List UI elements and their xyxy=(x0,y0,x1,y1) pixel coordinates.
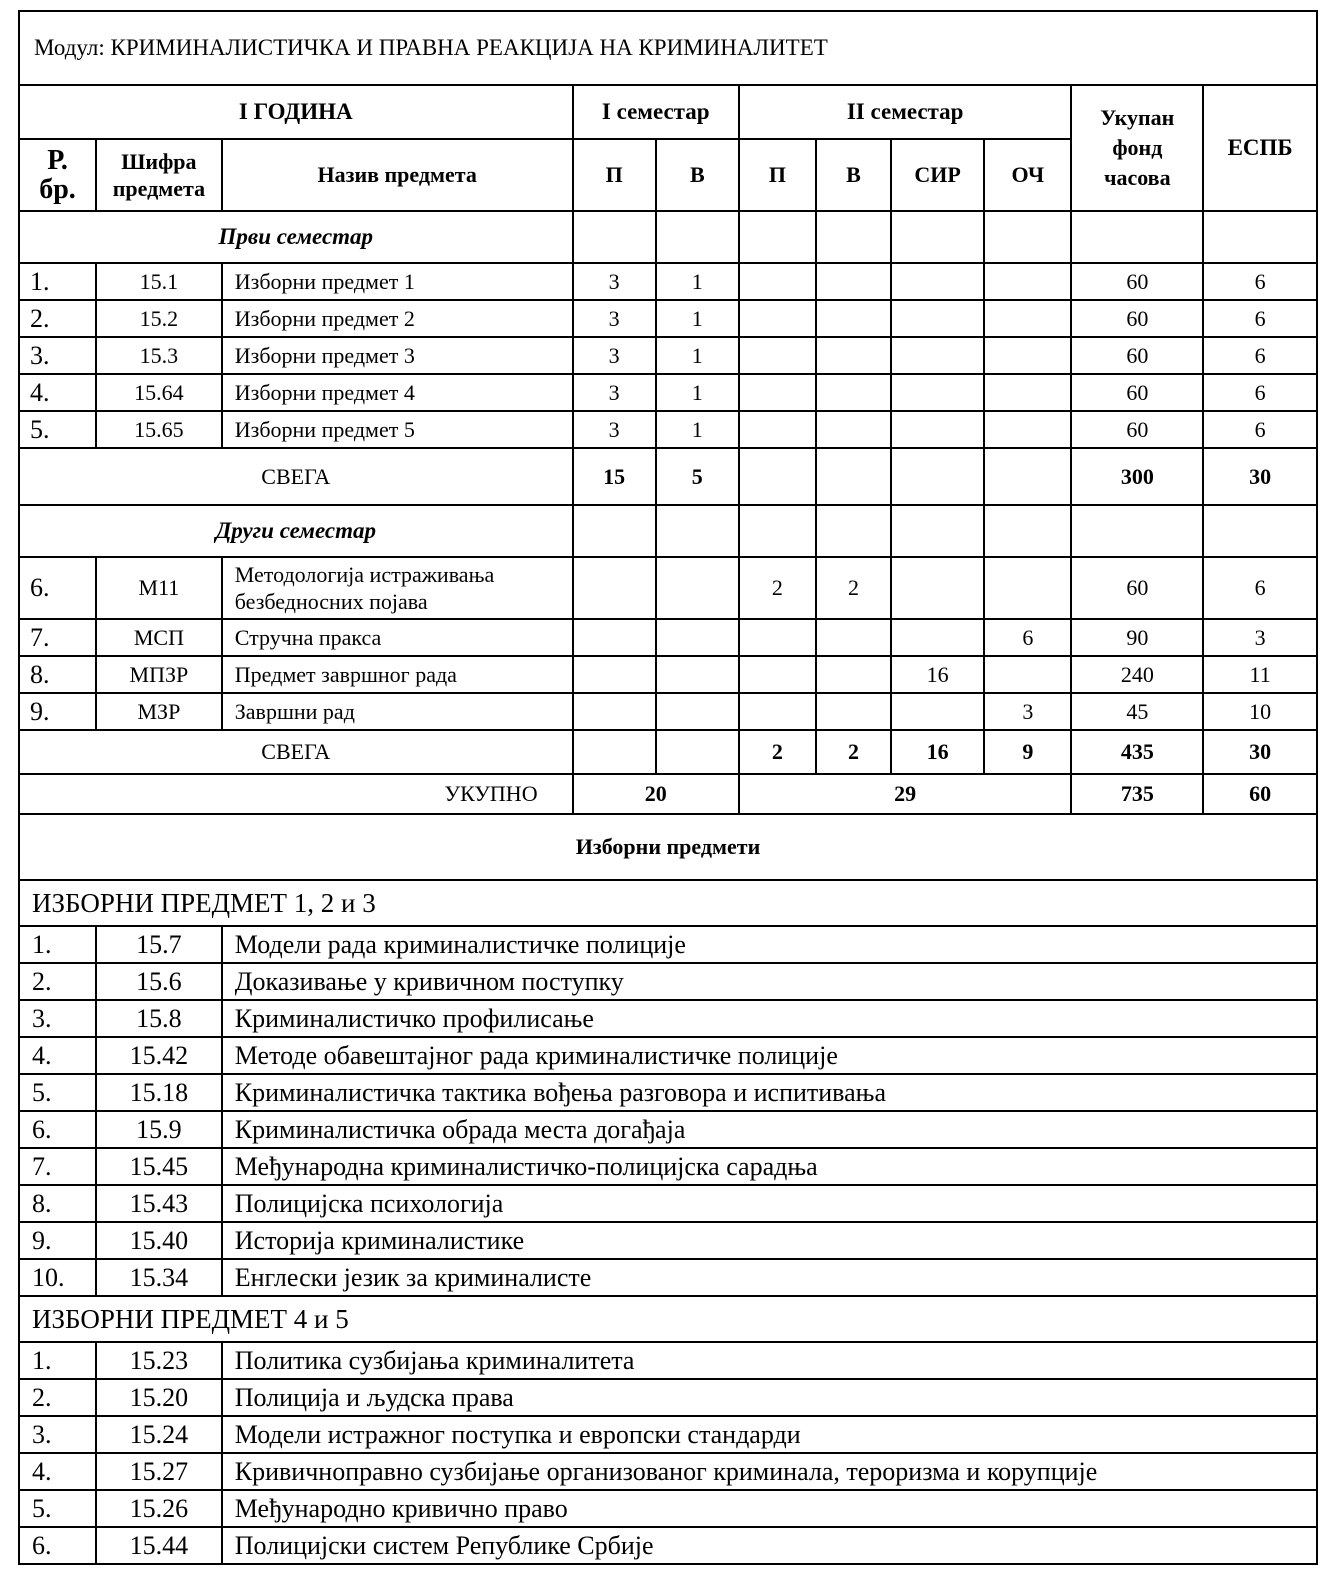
subject-name: Политика сузбијања криминалитета xyxy=(222,1342,1317,1379)
cell-hours: 60 xyxy=(1071,411,1203,448)
cell-sir xyxy=(891,693,984,730)
sum-v2 xyxy=(816,448,891,505)
cell-v1 xyxy=(656,557,739,619)
empty-cell xyxy=(891,211,984,263)
semester2-label: Други семестар xyxy=(19,505,573,557)
total-sem1: 20 xyxy=(573,774,739,814)
total-row xyxy=(19,774,1317,814)
empty-cell xyxy=(1071,505,1203,557)
module-title: Модул: КРИМИНАЛИСТИЧКА И ПРАВНА РЕАКЦИЈА НА КРИМИНАЛИТЕТ xyxy=(19,11,1317,85)
subject-name: Доказивање у кривичном поступку xyxy=(222,963,1317,1000)
elective-row xyxy=(19,1074,1317,1111)
cell-v1: 1 xyxy=(656,300,739,337)
subject-row xyxy=(19,300,1317,337)
total-label: УКУПНО xyxy=(19,774,573,814)
cell-p1: 3 xyxy=(573,411,656,448)
subject-name: Криминалистичко профилисање xyxy=(222,1000,1317,1037)
empty-cell xyxy=(739,211,816,263)
cell-ects: 3 xyxy=(1203,619,1317,656)
row-number: 7. xyxy=(19,1148,96,1185)
elective-row xyxy=(19,1490,1317,1527)
subject-code: 15.42 xyxy=(96,1037,222,1074)
p2-header: П xyxy=(739,139,816,211)
cell-p1: 3 xyxy=(573,263,656,300)
subject-name: Криминалистичка обрада места догађаја xyxy=(222,1111,1317,1148)
subject-code: 15.6 xyxy=(96,963,222,1000)
subject-name: Кривичноправно сузбијање организованог криминала, тероризма и корупције xyxy=(222,1453,1317,1490)
row-number: 2. xyxy=(19,1379,96,1416)
row-number: 7. xyxy=(19,619,96,656)
sum-p2 xyxy=(739,448,816,505)
empty-cell xyxy=(1071,211,1203,263)
cell-v1 xyxy=(656,619,739,656)
subject-code: 15.9 xyxy=(96,1111,222,1148)
row-number: 4. xyxy=(19,1037,96,1074)
subject-code: 15.1 xyxy=(96,263,222,300)
subject-name: Методе обавештајног рада криминалистичке полиције xyxy=(222,1037,1317,1074)
subject-name: Модели истражног поступка и европски стандарди xyxy=(222,1416,1317,1453)
subject-name: Изборни предмет 2 xyxy=(222,300,573,337)
v1-header: В xyxy=(656,139,739,211)
subject-name: Завршни рад xyxy=(222,693,573,730)
cell-och xyxy=(984,411,1071,448)
empty-cell xyxy=(891,505,984,557)
cell-sir xyxy=(891,557,984,619)
subject-name: Изборни предмет 1 xyxy=(222,263,573,300)
cell-v2 xyxy=(816,300,891,337)
subject-code: МСП xyxy=(96,619,222,656)
cell-p2 xyxy=(739,337,816,374)
electives-title: Изборни предмети xyxy=(19,814,1317,880)
empty-cell xyxy=(816,211,891,263)
subject-name: Историја криминалистике xyxy=(222,1222,1317,1259)
cell-p2 xyxy=(739,300,816,337)
semester1-label-row xyxy=(19,211,1317,263)
cell-och xyxy=(984,263,1071,300)
subject-code: 15.26 xyxy=(96,1490,222,1527)
cell-och xyxy=(984,656,1071,693)
row-number: 2. xyxy=(19,300,96,337)
sum-p1: 15 xyxy=(573,448,656,505)
header-row-1 xyxy=(19,85,1317,139)
cell-p2: 2 xyxy=(739,557,816,619)
cell-v2 xyxy=(816,263,891,300)
cell-p2 xyxy=(739,411,816,448)
cell-och xyxy=(984,337,1071,374)
curriculum-table xyxy=(18,10,1318,1565)
elective-row xyxy=(19,1000,1317,1037)
cell-v1 xyxy=(656,693,739,730)
subject-name: Изборни предмет 5 xyxy=(222,411,573,448)
cell-p2 xyxy=(739,619,816,656)
subject-code: 15.45 xyxy=(96,1148,222,1185)
semester1-header: I семестар xyxy=(573,85,739,139)
row-number: 8. xyxy=(19,656,96,693)
empty-cell xyxy=(816,505,891,557)
curriculum-document xyxy=(18,10,1318,1578)
cell-och xyxy=(984,374,1071,411)
elective-row xyxy=(19,1259,1317,1296)
subject-name: Полиција и људска права xyxy=(222,1379,1317,1416)
sum-v2: 2 xyxy=(816,730,891,774)
row-number: 5. xyxy=(19,1074,96,1111)
row-number: 1. xyxy=(19,926,96,963)
empty-cell xyxy=(656,505,739,557)
sum-sir xyxy=(891,448,984,505)
elective-group-row xyxy=(19,1296,1317,1342)
total-sem2: 29 xyxy=(739,774,1072,814)
subject-row xyxy=(19,693,1317,730)
empty-cell xyxy=(1203,211,1317,263)
empty-cell xyxy=(984,505,1071,557)
subject-code: 15.65 xyxy=(96,411,222,448)
sir-header: СИР xyxy=(891,139,984,211)
subject-name: Изборни предмет 3 xyxy=(222,337,573,374)
sum-hours: 435 xyxy=(1071,730,1203,774)
row-number: 10. xyxy=(19,1259,96,1296)
subject-code: 15.27 xyxy=(96,1453,222,1490)
rb-header: Р. бр. xyxy=(19,139,96,211)
subject-code: М11 xyxy=(96,557,222,619)
cell-p1 xyxy=(573,693,656,730)
subject-code: 15.7 xyxy=(96,926,222,963)
cell-v1: 1 xyxy=(656,263,739,300)
name-header: Назив предмета xyxy=(222,139,573,211)
cell-sir xyxy=(891,619,984,656)
total-ects: 60 xyxy=(1203,774,1317,814)
elective-row xyxy=(19,1222,1317,1259)
elective-row xyxy=(19,1037,1317,1074)
subject-name: Полицијски систем Републике Србије xyxy=(222,1527,1317,1564)
cell-ects: 6 xyxy=(1203,411,1317,448)
empty-cell xyxy=(739,505,816,557)
subject-code: 15.64 xyxy=(96,374,222,411)
cell-hours: 45 xyxy=(1071,693,1203,730)
cell-och xyxy=(984,557,1071,619)
cell-p2 xyxy=(739,693,816,730)
elective-row xyxy=(19,926,1317,963)
sum-p2: 2 xyxy=(739,730,816,774)
cell-hours: 60 xyxy=(1071,557,1203,619)
cell-hours: 240 xyxy=(1071,656,1203,693)
cell-sir xyxy=(891,411,984,448)
row-number: 4. xyxy=(19,374,96,411)
sum-ects: 30 xyxy=(1203,730,1317,774)
ects-header: ЕСПБ xyxy=(1203,85,1317,211)
cell-hours: 60 xyxy=(1071,374,1203,411)
subject-code: 15.44 xyxy=(96,1527,222,1564)
empty-cell xyxy=(656,211,739,263)
subject-name: Изборни предмет 4 xyxy=(222,374,573,411)
cell-sir xyxy=(891,300,984,337)
cell-v2: 2 xyxy=(816,557,891,619)
subject-name: Предмет завршног рада xyxy=(222,656,573,693)
cell-sir xyxy=(891,263,984,300)
cell-v2 xyxy=(816,656,891,693)
subject-code: 15.20 xyxy=(96,1379,222,1416)
row-number: 6. xyxy=(19,1527,96,1564)
cell-ects: 11 xyxy=(1203,656,1317,693)
row-number: 4. xyxy=(19,1453,96,1490)
semester1-label: Први семестар xyxy=(19,211,573,263)
elective-group-label: ИЗБОРНИ ПРЕДМЕТ 1, 2 и 3 xyxy=(19,880,1317,926)
p1-header: П xyxy=(573,139,656,211)
empty-cell xyxy=(1203,505,1317,557)
elective-row xyxy=(19,1527,1317,1564)
elective-row xyxy=(19,1111,1317,1148)
empty-cell xyxy=(984,211,1071,263)
cell-v2 xyxy=(816,619,891,656)
cell-v2 xyxy=(816,337,891,374)
semester2-label-row xyxy=(19,505,1317,557)
cell-hours: 60 xyxy=(1071,263,1203,300)
sum-p1 xyxy=(573,730,656,774)
cell-p2 xyxy=(739,374,816,411)
row-number: 3. xyxy=(19,1000,96,1037)
cell-ects: 6 xyxy=(1203,337,1317,374)
subject-name: Стручна пракса xyxy=(222,619,573,656)
cell-p2 xyxy=(739,656,816,693)
subject-row xyxy=(19,374,1317,411)
subject-row xyxy=(19,337,1317,374)
och-header: ОЧ xyxy=(984,139,1071,211)
subject-name: Модели рада криминалистичке полиције xyxy=(222,926,1317,963)
row-number: 9. xyxy=(19,693,96,730)
elective-row xyxy=(19,1416,1317,1453)
subject-code: 15.43 xyxy=(96,1185,222,1222)
cell-sir xyxy=(891,374,984,411)
subject-row xyxy=(19,619,1317,656)
elective-row xyxy=(19,1185,1317,1222)
row-number: 3. xyxy=(19,1416,96,1453)
subject-name: Полицијска психологија xyxy=(222,1185,1317,1222)
subject-name: Међународно кривично право xyxy=(222,1490,1317,1527)
subject-code: 15.24 xyxy=(96,1416,222,1453)
subject-code: 15.2 xyxy=(96,300,222,337)
row-number: 6. xyxy=(19,1111,96,1148)
cell-hours: 60 xyxy=(1071,300,1203,337)
subject-code: МПЗР xyxy=(96,656,222,693)
row-number: 5. xyxy=(19,1490,96,1527)
row-number: 1. xyxy=(19,1342,96,1379)
row-number: 2. xyxy=(19,963,96,1000)
cell-och: 6 xyxy=(984,619,1071,656)
cell-v1: 1 xyxy=(656,374,739,411)
cell-p1 xyxy=(573,619,656,656)
elective-group-row xyxy=(19,880,1317,926)
row-number: 8. xyxy=(19,1185,96,1222)
sum-och xyxy=(984,448,1071,505)
cell-p1: 3 xyxy=(573,337,656,374)
cell-ects: 6 xyxy=(1203,374,1317,411)
empty-cell xyxy=(573,505,656,557)
subject-code: 15.18 xyxy=(96,1074,222,1111)
sum-v1 xyxy=(656,730,739,774)
cell-p2 xyxy=(739,263,816,300)
year-header: I ГОДИНА xyxy=(19,85,573,139)
row-number: 3. xyxy=(19,337,96,374)
sum-label: СВЕГА xyxy=(19,448,573,505)
sum-och: 9 xyxy=(984,730,1071,774)
sum-ects: 30 xyxy=(1203,448,1317,505)
subject-row xyxy=(19,557,1317,619)
semester1-sum-row xyxy=(19,448,1317,505)
cell-hours: 90 xyxy=(1071,619,1203,656)
subject-name: Енглески језик за криминалисте xyxy=(222,1259,1317,1296)
total-hours: 735 xyxy=(1071,774,1203,814)
subject-code: 15.40 xyxy=(96,1222,222,1259)
subject-code: МЗР xyxy=(96,693,222,730)
elective-row xyxy=(19,1379,1317,1416)
subject-name: Међународна криминалистичко-полицијска сарадња xyxy=(222,1148,1317,1185)
subject-code: 15.8 xyxy=(96,1000,222,1037)
semester2-sum-row xyxy=(19,730,1317,774)
electives-title-row xyxy=(19,814,1317,880)
cell-v1 xyxy=(656,656,739,693)
cell-sir xyxy=(891,337,984,374)
subject-row xyxy=(19,411,1317,448)
cell-sir: 16 xyxy=(891,656,984,693)
subject-code: 15.3 xyxy=(96,337,222,374)
subject-code: 15.23 xyxy=(96,1342,222,1379)
elective-row xyxy=(19,1342,1317,1379)
subject-name: Криминалистичка тактика вођења разговора и испитивања xyxy=(222,1074,1317,1111)
sum-label: СВЕГА xyxy=(19,730,573,774)
cell-ects: 6 xyxy=(1203,557,1317,619)
cell-p1 xyxy=(573,656,656,693)
cell-p1 xyxy=(573,557,656,619)
code-header: Шифра предмета xyxy=(96,139,222,211)
cell-hours: 60 xyxy=(1071,337,1203,374)
v2-header: В xyxy=(816,139,891,211)
cell-v2 xyxy=(816,693,891,730)
cell-v2 xyxy=(816,411,891,448)
row-number: 1. xyxy=(19,263,96,300)
semester2-header: II семестар xyxy=(739,85,1072,139)
total-hours-header: Укупан фонд часова xyxy=(1071,85,1203,211)
sum-hours: 300 xyxy=(1071,448,1203,505)
sum-sir: 16 xyxy=(891,730,984,774)
cell-och xyxy=(984,300,1071,337)
elective-row xyxy=(19,1148,1317,1185)
module-header-row xyxy=(19,11,1317,85)
subject-name: Методологија истраживања безбедносних појава xyxy=(222,557,573,619)
cell-p1: 3 xyxy=(573,300,656,337)
cell-ects: 6 xyxy=(1203,300,1317,337)
cell-p1: 3 xyxy=(573,374,656,411)
empty-cell xyxy=(573,211,656,263)
subject-row xyxy=(19,656,1317,693)
cell-v1: 1 xyxy=(656,337,739,374)
subject-row xyxy=(19,263,1317,300)
subject-code: 15.34 xyxy=(96,1259,222,1296)
cell-v2 xyxy=(816,374,891,411)
elective-group-label: ИЗБОРНИ ПРЕДМЕТ 4 и 5 xyxy=(19,1296,1317,1342)
cell-och: 3 xyxy=(984,693,1071,730)
row-number: 6. xyxy=(19,557,96,619)
elective-row xyxy=(19,1453,1317,1490)
sum-v1: 5 xyxy=(656,448,739,505)
cell-ects: 10 xyxy=(1203,693,1317,730)
row-number: 5. xyxy=(19,411,96,448)
cell-v1: 1 xyxy=(656,411,739,448)
row-number: 9. xyxy=(19,1222,96,1259)
elective-row xyxy=(19,963,1317,1000)
cell-ects: 6 xyxy=(1203,263,1317,300)
